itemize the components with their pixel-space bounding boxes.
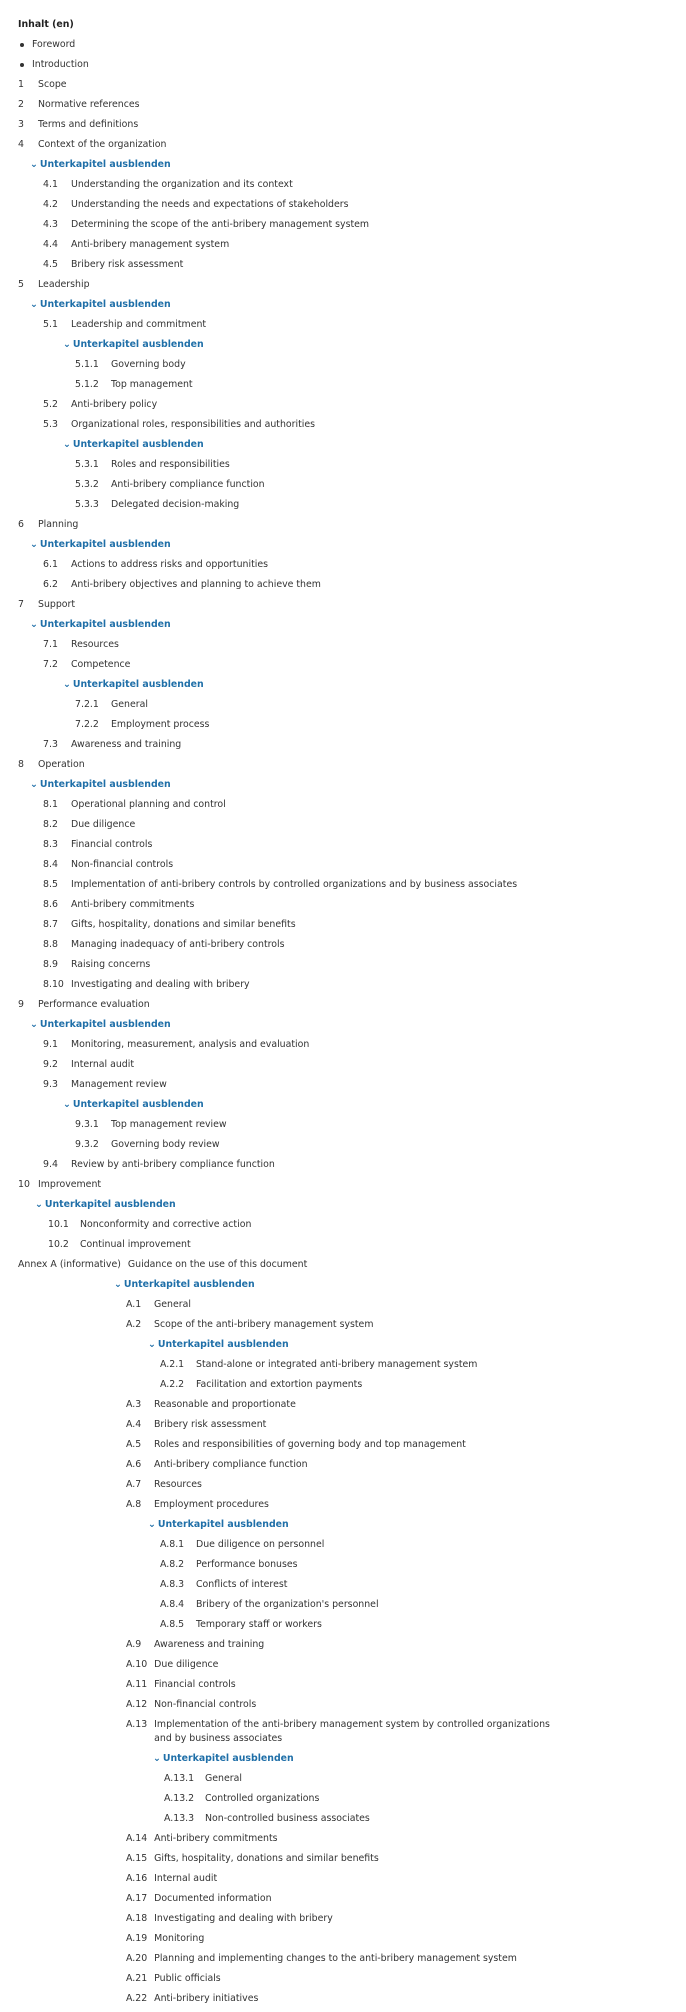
toc-entry-number: 7.3 — [43, 739, 58, 750]
toc-entry-title: Bribery risk assessment — [71, 259, 184, 270]
toc-entry[interactable] — [18, 1298, 668, 1318]
toc-entry-number: 5.1.2 — [75, 379, 99, 390]
toc-entry-title: Awareness and training — [71, 739, 182, 750]
hide-subchapters-toggle[interactable] — [18, 1098, 668, 1118]
toc-entry-number: 4 — [18, 139, 24, 150]
toc-entry[interactable] — [18, 1418, 668, 1438]
toc-entry-number: 7 — [18, 599, 24, 610]
toggle-label: Unterkapitel ausblenden — [39, 159, 171, 170]
toc-entry-title: Continual improvement — [80, 1239, 191, 1250]
toc-entry-number: A.8.1 — [160, 1539, 185, 1550]
toc-entry[interactable] — [18, 738, 668, 758]
toc-entry-number: 6 — [18, 519, 24, 530]
toc-entry-title: Top management review — [111, 1119, 227, 1130]
toc-entry-title: Leadership and commitment — [71, 319, 207, 330]
toc-entry[interactable] — [18, 1478, 668, 1498]
toc-entry-title: Due diligence — [154, 1659, 219, 1670]
chevron-down-icon: ⌄ — [63, 439, 71, 450]
toc-entry-title: Gifts, hospitality, donations and similar benefits — [71, 919, 296, 930]
toc-entry[interactable] — [18, 398, 668, 418]
toc-entry-number: 1 — [18, 79, 24, 90]
toc-entry-title: Foreword — [32, 39, 76, 50]
toc-entry-number: A.8.3 — [160, 1579, 185, 1590]
toc-entry-number: 8.3 — [43, 839, 58, 850]
toc-entry-title: Internal audit — [154, 1873, 218, 1884]
toc-entry[interactable] — [18, 1932, 668, 1952]
toc-entry[interactable] — [18, 878, 668, 898]
toc-entry[interactable] — [18, 658, 668, 678]
toc-entry-title: Understanding the needs and expectations of stakeholders — [71, 199, 349, 210]
toc-entry-number: A.13.1 — [164, 1773, 195, 1784]
toc-entry-number: 7.2.1 — [75, 699, 99, 710]
toc-entry-number: 5 — [18, 279, 24, 290]
toc-entry-title: Scope — [38, 79, 67, 90]
toggle-label: Unterkapitel ausblenden — [72, 679, 204, 690]
toc-entry-title: Internal audit — [71, 1059, 135, 1070]
toc-entry-number: A.2.1 — [160, 1359, 185, 1370]
hide-subchapters-toggle[interactable] — [18, 778, 668, 798]
toc-entry-title: Financial controls — [154, 1679, 236, 1690]
toc-entry-number: 9.4 — [43, 1159, 58, 1170]
toggle-label: Unterkapitel ausblenden — [157, 1519, 289, 1530]
toggle-label: Unterkapitel ausblenden — [44, 1199, 176, 1210]
toc-entry[interactable] — [18, 1318, 668, 1338]
toc-entry-title: Financial controls — [71, 839, 153, 850]
toc-entry[interactable] — [18, 1398, 668, 1418]
toc-entry-number: 7.2.2 — [75, 719, 99, 730]
toc-entry-number: 8.7 — [43, 919, 58, 930]
toc-entry[interactable] — [18, 1078, 668, 1098]
toc-entry[interactable] — [18, 998, 668, 1018]
toc-entry-number: 5.3.3 — [75, 499, 99, 510]
toc-entry[interactable] — [18, 1852, 668, 1872]
toc-entry-number: 4.4 — [43, 239, 58, 250]
toc-entry-number: A.8 — [126, 1499, 142, 1510]
chevron-down-icon: ⌄ — [63, 1099, 71, 1110]
toc-entry[interactable] — [18, 238, 668, 258]
toc-entry-title: Temporary staff or workers — [196, 1619, 322, 1630]
toc-entry-title: Documented information — [154, 1893, 272, 1904]
toc-entry-title: Conflicts of interest — [196, 1579, 288, 1590]
toc-entry-title: Nonconformity and corrective action — [80, 1219, 252, 1230]
toc-entry-title: Determining the scope of the anti-bribery management system — [71, 219, 370, 230]
toc-entry[interactable] — [18, 598, 668, 618]
toc-entry-number: 9.1 — [43, 1039, 58, 1050]
toc-entry-number: 8.2 — [43, 819, 58, 830]
toc-entry-title: Context of the organization — [38, 139, 167, 150]
toc-entry[interactable] — [18, 1952, 668, 1972]
toc-entry-title: Operation — [38, 759, 85, 770]
toc-entry-title: Management review — [71, 1079, 167, 1090]
toc-entry-title: Controlled organizations — [205, 1793, 320, 1804]
toc-entry[interactable] — [18, 1058, 668, 1078]
toc-entry[interactable] — [18, 1438, 668, 1458]
toc-entry[interactable] — [18, 1718, 668, 1752]
chevron-down-icon: ⌄ — [148, 1519, 156, 1530]
toc-entry-title: Resources — [71, 639, 119, 650]
toc-entry-title: Employment process — [111, 719, 210, 730]
toc-entry[interactable] — [18, 378, 668, 398]
toc-entry-title: General — [154, 1299, 191, 1310]
toc-entry-title: Terms and definitions — [38, 119, 139, 130]
toc-entry-number: A.1 — [126, 1299, 142, 1310]
toc-entry-number: A.9 — [126, 1639, 142, 1650]
toc-entry[interactable] — [18, 418, 668, 438]
toc-entry-number: A.2.2 — [160, 1379, 185, 1390]
toc-entry-number: A.8.2 — [160, 1559, 185, 1570]
toc-entry-number: 7.1 — [43, 639, 58, 650]
toc-entry-title: Public officials — [154, 1973, 221, 1984]
toc-entry[interactable] — [18, 578, 668, 598]
chevron-down-icon: ⌄ — [30, 299, 38, 310]
toc-entry-title: Anti-bribery management system — [71, 239, 230, 250]
toc-entry-title: Non-financial controls — [154, 1699, 257, 1710]
toc-entry[interactable] — [18, 1038, 668, 1058]
toc-entry-title: Performance evaluation — [38, 999, 150, 1010]
toc-entry-title: Employment procedures — [154, 1499, 269, 1510]
toc-entry-number: 8.6 — [43, 899, 58, 910]
toc-entry-number: A.2 — [126, 1319, 142, 1330]
toc-entry-number: A.6 — [126, 1459, 142, 1470]
toc-entry-number: A.15 — [126, 1853, 148, 1864]
toc-entry[interactable] — [18, 1892, 668, 1912]
toc-entry[interactable] — [18, 1872, 668, 1892]
toc-entry-number: 9.3.1 — [75, 1119, 99, 1130]
toc-entry[interactable] — [18, 1158, 668, 1178]
toc-entry[interactable] — [18, 1258, 668, 1278]
toc-entry[interactable] — [18, 38, 668, 58]
toc-entry-title: Governing body review — [111, 1139, 220, 1150]
toggle-label: Unterkapitel ausblenden — [39, 299, 171, 310]
toc-entry[interactable] — [18, 518, 668, 538]
toc-entry[interactable] — [18, 1618, 668, 1638]
toc-entry-title: Performance bonuses — [196, 1559, 298, 1570]
toc-entry-number: 3 — [18, 119, 24, 130]
toc-entry-number: A.19 — [126, 1933, 148, 1944]
toc-entry-title: Improvement — [38, 1179, 102, 1190]
toc-entry-number: 8.1 — [43, 799, 58, 810]
toc-entry[interactable] — [18, 278, 668, 298]
toc-entry-title: General — [111, 699, 148, 710]
toc-entry-number: A.17 — [126, 1893, 148, 1904]
toc-entry-number: 10.1 — [48, 1219, 69, 1230]
hide-subchapters-toggle[interactable] — [18, 618, 668, 638]
toc-entry-title: Non-financial controls — [71, 859, 174, 870]
chevron-down-icon: ⌄ — [114, 1279, 122, 1290]
toc-entry-number: A.21 — [126, 1973, 148, 1984]
toc-entry-title: Anti-bribery commitments — [154, 1833, 278, 1844]
toc-entry-number: 9 — [18, 999, 24, 1010]
toc-entry-title: Investigating and dealing with bribery — [154, 1913, 333, 1924]
toc-entry-title: Roles and responsibilities of governing body and top management — [154, 1439, 466, 1450]
toc-entry[interactable] — [18, 638, 668, 658]
toc-entry-title: Top management — [111, 379, 193, 390]
toc-entry-number: A.8.5 — [160, 1619, 185, 1630]
toc-entry[interactable] — [18, 798, 668, 818]
toc-entry-number: A.18 — [126, 1913, 148, 1924]
toc-entry[interactable] — [18, 218, 668, 238]
toc-entry[interactable] — [18, 1558, 668, 1578]
toc-entry[interactable] — [18, 1458, 668, 1478]
toggle-label: Unterkapitel ausblenden — [72, 339, 204, 350]
toc-entry[interactable] — [18, 698, 668, 718]
toc-entry-number: 5.2 — [43, 399, 58, 410]
toc-entry[interactable] — [18, 1698, 668, 1718]
toc-entry-title: Introduction — [32, 59, 89, 70]
toc-entry-number: A.3 — [126, 1399, 142, 1410]
toc-entry-number: 9.3.2 — [75, 1139, 99, 1150]
toc-entry-title: Understanding the organization and its context — [71, 179, 293, 190]
hide-subchapters-toggle[interactable] — [18, 1018, 668, 1038]
toc-entry[interactable] — [18, 1912, 668, 1932]
toc-entry-title: Anti-bribery compliance function — [154, 1459, 308, 1470]
toc-entry[interactable] — [18, 198, 668, 218]
toc-entry[interactable] — [18, 1972, 668, 1992]
hide-subchapters-toggle[interactable] — [18, 338, 668, 358]
toc-entry[interactable] — [18, 498, 668, 518]
toc-entry[interactable] — [18, 58, 668, 78]
hide-subchapters-toggle[interactable] — [18, 1198, 668, 1218]
toc-entry-number: A.13 — [126, 1719, 148, 1730]
toc-entry-title: Competence — [71, 659, 131, 670]
toc-entry[interactable] — [18, 1218, 668, 1238]
toc-entry[interactable] — [18, 458, 668, 478]
toc-entry-title: Implementation of the anti-bribery management system by controlled organizations and by business associates — [154, 1719, 550, 1744]
chevron-down-icon: ⌄ — [30, 539, 38, 550]
toggle-label: Unterkapitel ausblenden — [72, 439, 204, 450]
toc-heading: Inhalt (en) — [18, 19, 74, 30]
toc-entry-title: Organizational roles, responsibilities and authorities — [71, 419, 316, 430]
toc-entry[interactable] — [18, 1812, 668, 1832]
toc-entry-number: A.16 — [126, 1873, 148, 1884]
toc-entry[interactable] — [18, 1992, 668, 2012]
toc-entry-number: A.8.4 — [160, 1599, 185, 1610]
toc-entry-title: Guidance on the use of this document — [127, 1259, 308, 1270]
toc-entry[interactable] — [18, 1638, 668, 1658]
toc-entry-number: 4.1 — [43, 179, 58, 190]
toc-entry-title: Non-controlled business associates — [205, 1813, 370, 1824]
toc-entry-number: 5.3 — [43, 419, 58, 430]
toggle-label: Unterkapitel ausblenden — [39, 539, 171, 550]
toc-entry-number: 8.9 — [43, 959, 58, 970]
toc-entry-title: Stand-alone or integrated anti-bribery management system — [196, 1359, 478, 1370]
toc-entry[interactable] — [18, 858, 668, 878]
toc-entry[interactable] — [18, 1118, 668, 1138]
toc-entry-number: 5.3.1 — [75, 459, 99, 470]
toc-entry-number: 6.1 — [43, 559, 58, 570]
toc-entry[interactable] — [18, 1498, 668, 1518]
toc-entry[interactable] — [18, 78, 668, 98]
toc-entry-number: A.5 — [126, 1439, 142, 1450]
toc-entry-title: Bribery of the organization's personnel — [196, 1599, 379, 1610]
toc-entry[interactable] — [18, 178, 668, 198]
toc-entry-title: Anti-bribery compliance function — [111, 479, 265, 490]
toc-entry-number: A.13.2 — [164, 1793, 195, 1804]
toc-entry-title: Governing body — [111, 359, 186, 370]
toc-entry-title: Anti-bribery policy — [71, 399, 158, 410]
chevron-down-icon: ⌄ — [30, 1019, 38, 1030]
toggle-label: Unterkapitel ausblenden — [39, 1019, 171, 1030]
toc-entry-title: Review by anti-bribery compliance function — [71, 1159, 275, 1170]
toc-entry-title: Implementation of anti-bribery controls by controlled organizations and by business associates — [71, 879, 518, 890]
toc-entry[interactable] — [18, 1238, 668, 1258]
toggle-label: Unterkapitel ausblenden — [162, 1753, 294, 1764]
hide-subchapters-toggle[interactable] — [18, 1752, 668, 1772]
toc-entry[interactable] — [18, 558, 668, 578]
toc-entry[interactable] — [18, 1358, 668, 1378]
toc-entry-number: 5.1 — [43, 319, 58, 330]
toc-entry-number: A.4 — [126, 1419, 142, 1430]
toc-entry-number: 5.3.2 — [75, 479, 99, 490]
hide-subchapters-toggle[interactable] — [18, 438, 668, 458]
toc-entry-title: Delegated decision-making — [111, 499, 240, 510]
chevron-down-icon: ⌄ — [30, 159, 38, 170]
toc-entry[interactable] — [18, 1658, 668, 1678]
toc-entry[interactable] — [18, 758, 668, 778]
toggle-label: Unterkapitel ausblenden — [39, 619, 171, 630]
toggle-label: Unterkapitel ausblenden — [157, 1339, 289, 1350]
toc-entry[interactable] — [18, 978, 668, 998]
toggle-label: Unterkapitel ausblenden — [123, 1279, 255, 1290]
toc-entry-number: 6.2 — [43, 579, 58, 590]
toc-entry-number: 2 — [18, 99, 24, 110]
toc-entry-title: Gifts, hospitality, donations and similar benefits — [154, 1853, 379, 1864]
chevron-down-icon: ⌄ — [148, 1339, 156, 1350]
toc-entry-number: 8.5 — [43, 879, 58, 890]
toc-entry-title: Scope of the anti-bribery management system — [154, 1319, 374, 1330]
toc-entry[interactable] — [18, 138, 668, 158]
toc-entry-number: A.7 — [126, 1479, 142, 1490]
hide-subchapters-toggle[interactable] — [18, 538, 668, 558]
hide-subchapters-toggle[interactable] — [18, 1278, 668, 1298]
chevron-down-icon: ⌄ — [35, 1199, 43, 1210]
toc-entry[interactable] — [18, 1832, 668, 1852]
toc-entry-title: Reasonable and proportionate — [154, 1399, 296, 1410]
toc-entry-number: 5.1.1 — [75, 359, 99, 370]
toc-entry-title: Anti-bribery initiatives — [154, 1993, 259, 2004]
toc-entry[interactable] — [18, 1538, 668, 1558]
toc-entry-title: Bribery risk assessment — [154, 1419, 267, 1430]
hide-subchapters-toggle[interactable] — [18, 1338, 668, 1358]
hide-subchapters-toggle[interactable] — [18, 1518, 668, 1538]
toc-entry-title: Support — [38, 599, 76, 610]
toc-entry-title: Monitoring, measurement, analysis and evaluation — [71, 1039, 310, 1050]
toc-entry[interactable] — [18, 98, 668, 118]
chevron-down-icon: ⌄ — [63, 339, 71, 350]
toc-entry-title: Anti-bribery objectives and planning to achieve them — [71, 579, 321, 590]
toc-entry[interactable] — [18, 818, 668, 838]
toc-entry-title: Due diligence — [71, 819, 136, 830]
toc-entry-title: Roles and responsibilities — [111, 459, 230, 470]
toc-entry-number: A.22 — [126, 1993, 148, 2004]
toc-entry-title: Due diligence on personnel — [196, 1539, 325, 1550]
toc-entry-title: Monitoring — [154, 1933, 205, 1944]
toc-entry-title: Actions to address risks and opportunities — [71, 559, 269, 570]
toc-entry[interactable] — [18, 918, 668, 938]
toc-entry-title: Raising concerns — [71, 959, 151, 970]
toc-entry-title: Resources — [154, 1479, 202, 1490]
toc-entry-number: A.13.3 — [164, 1813, 195, 1824]
toc-entry-number: Annex A (informative) — [18, 1259, 121, 1270]
toc-entry[interactable] — [18, 938, 668, 958]
hide-subchapters-toggle[interactable] — [18, 298, 668, 318]
toc-entry-title: Planning — [38, 519, 79, 530]
toc-list — [18, 38, 668, 2012]
toc-entry-number: 9.3 — [43, 1079, 58, 1090]
toc-entry[interactable] — [18, 1178, 668, 1198]
toc-entry-number: 4.3 — [43, 219, 58, 230]
toc-entry[interactable] — [18, 898, 668, 918]
toc-entry-title: Managing inadequacy of anti-bribery controls — [71, 939, 285, 950]
toc-entry[interactable] — [18, 1138, 668, 1158]
toc-entry[interactable] — [18, 1378, 668, 1398]
toc-entry-number: 4.5 — [43, 259, 58, 270]
toc-entry-number: 9.2 — [43, 1059, 58, 1070]
toc-entry-number: 8 — [18, 759, 24, 770]
toc-entry-number: 4.2 — [43, 199, 58, 210]
toc-entry[interactable] — [18, 1598, 668, 1618]
toc-entry-title: General — [205, 1773, 242, 1784]
toc-entry-title: Investigating and dealing with bribery — [71, 979, 250, 990]
toc-entry-number: 7.2 — [43, 659, 58, 670]
chevron-down-icon: ⌄ — [30, 779, 38, 790]
toc-entry-title: Operational planning and control — [71, 799, 226, 810]
toc-entry-number: A.20 — [126, 1953, 148, 1964]
toggle-label: Unterkapitel ausblenden — [39, 779, 171, 790]
toc-entry-number: A.10 — [126, 1659, 148, 1670]
toc-entry-number: 8.4 — [43, 859, 58, 870]
hide-subchapters-toggle[interactable] — [18, 158, 668, 178]
toc-entry-number: A.11 — [126, 1679, 148, 1690]
chevron-down-icon: ⌄ — [153, 1753, 161, 1764]
toc-entry-title: Planning and implementing changes to the anti-bribery management system — [154, 1953, 517, 1964]
toc-entry[interactable] — [18, 838, 668, 858]
toc-entry[interactable] — [18, 1678, 668, 1698]
chevron-down-icon: ⌄ — [63, 679, 71, 690]
chevron-down-icon: ⌄ — [30, 619, 38, 630]
toc-entry-number: 10 — [18, 1179, 30, 1190]
toc-entry-number: 10.2 — [48, 1239, 69, 1250]
toc-entry[interactable] — [18, 358, 668, 378]
toc-entry[interactable] — [18, 118, 668, 138]
toc-entry-title: Anti-bribery commitments — [71, 899, 195, 910]
toc-entry[interactable] — [18, 1772, 668, 1792]
toc-entry[interactable] — [18, 478, 668, 498]
toc-entry-title: Awareness and training — [154, 1639, 265, 1650]
toc-entry[interactable] — [18, 1578, 668, 1598]
toc-entry-number: 8.8 — [43, 939, 58, 950]
toc-entry-number: 8.10 — [43, 979, 64, 990]
toc-entry[interactable] — [18, 258, 668, 278]
toc-entry[interactable] — [18, 958, 668, 978]
toc-entry-title: Normative references — [38, 99, 140, 110]
toc-entry-title: Leadership — [38, 279, 90, 290]
toc-entry-number: A.14 — [126, 1833, 148, 1844]
hide-subchapters-toggle[interactable] — [18, 678, 668, 698]
toc-entry[interactable] — [18, 718, 668, 738]
toc-entry[interactable] — [18, 318, 668, 338]
toc-entry-number: A.12 — [126, 1699, 148, 1710]
toc-entry[interactable] — [18, 1792, 668, 1812]
toggle-label: Unterkapitel ausblenden — [72, 1099, 204, 1110]
toc-entry-title: Facilitation and extortion payments — [196, 1379, 363, 1390]
